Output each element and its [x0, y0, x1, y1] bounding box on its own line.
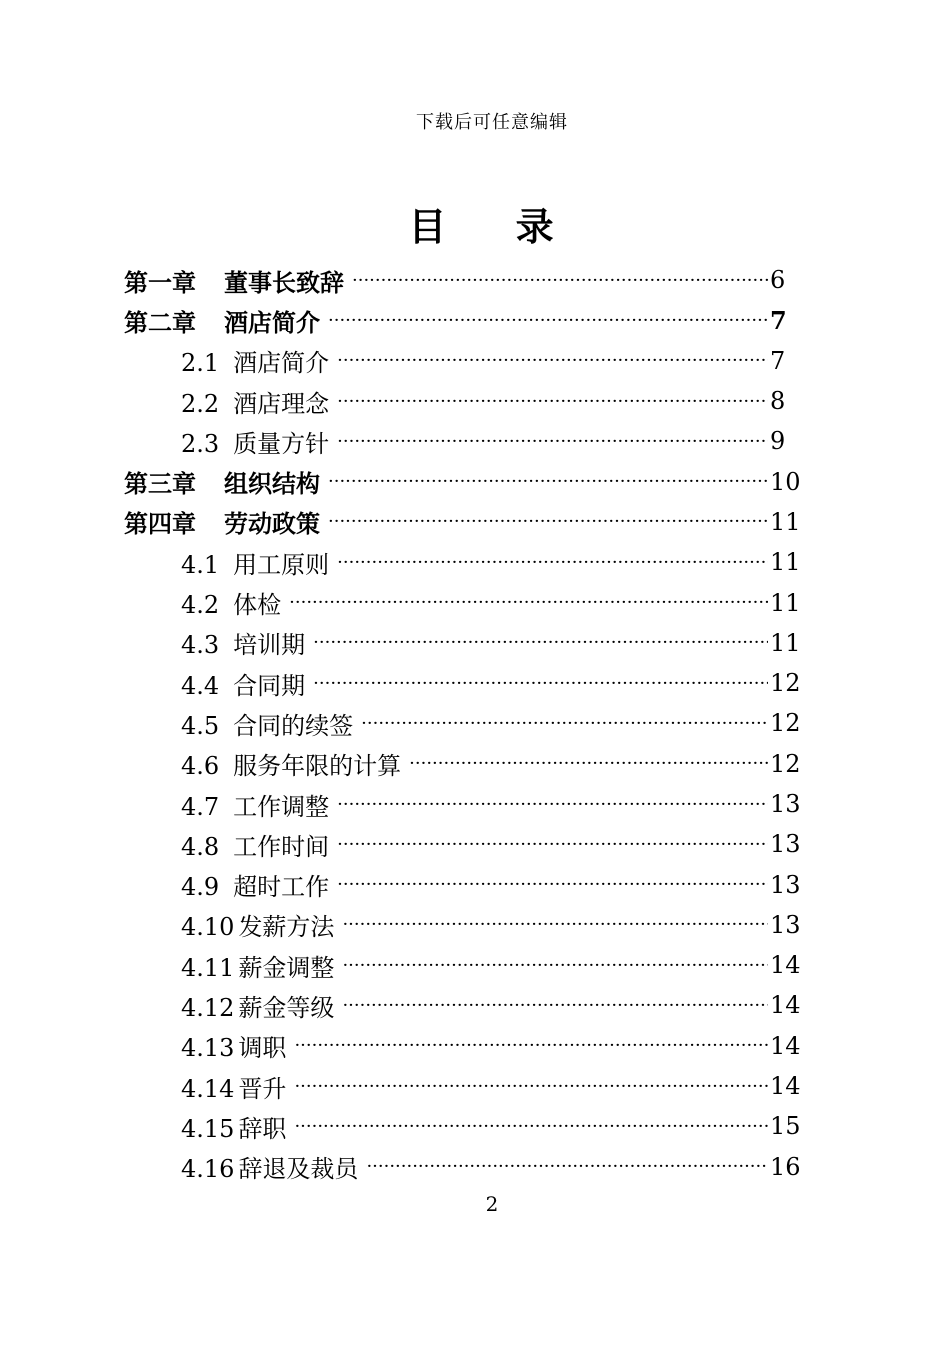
- toc-entry-title: 体检: [233, 591, 282, 620]
- toc-dot-leader: [409, 753, 768, 774]
- toc-entry-number: 第二章: [124, 307, 196, 337]
- toc-section-row[interactable]: [124, 824, 804, 864]
- toc-entry-label: [181, 787, 329, 822]
- toc-entry-label: [181, 827, 329, 862]
- toc-dot-leader: [328, 310, 768, 331]
- toc-entry-label: [181, 1149, 358, 1184]
- toc-section-row[interactable]: [124, 542, 804, 582]
- toc-entry-title: 发薪方法: [238, 913, 335, 942]
- toc-entry-title: 酒店理念: [233, 389, 330, 418]
- page-number: 2: [485, 1192, 499, 1216]
- toc-page-number: 13: [770, 830, 801, 859]
- header-note: 下载后可任意编辑: [416, 112, 568, 133]
- toc-entry-label: [181, 343, 329, 378]
- toc-section-row[interactable]: [124, 421, 804, 461]
- toc-entry-label: [181, 424, 329, 459]
- toc-dot-leader: [342, 914, 768, 935]
- toc-title: 目 录: [408, 204, 582, 249]
- toc-dot-leader: [294, 1116, 768, 1137]
- toc-dot-leader: [342, 995, 768, 1016]
- toc-chapter-row[interactable]: [124, 300, 804, 340]
- toc-section-row[interactable]: [124, 905, 804, 945]
- toc-entry-title: 合同的续签: [233, 711, 354, 740]
- toc-entry-number: 4.15: [181, 1114, 235, 1143]
- toc-dot-leader: [337, 834, 768, 855]
- toc-entry-title: 辞退及裁员: [238, 1155, 359, 1184]
- toc-section-row[interactable]: [124, 623, 804, 663]
- toc-entry-label: [181, 1069, 286, 1104]
- toc-entry-label: [124, 464, 320, 499]
- toc-dot-leader: [313, 673, 768, 694]
- toc-entry-label: [124, 504, 320, 539]
- toc-page-number: 14: [770, 1031, 801, 1060]
- toc-dot-leader: [361, 713, 768, 734]
- toc-entry-title: 工作时间: [233, 832, 330, 861]
- toc-entry-number: 4.11: [181, 953, 235, 982]
- toc-page-number: 12: [770, 709, 801, 738]
- toc-page-number: 7: [770, 346, 786, 375]
- toc-page-number: 9: [770, 427, 786, 456]
- toc-dot-leader: [337, 431, 768, 452]
- toc-entry-title: 董事长致辞: [224, 267, 344, 297]
- toc-entry-number: 第一章: [124, 267, 196, 297]
- toc-entry-number: 4.3: [181, 631, 220, 660]
- toc-entry-number: 4.5: [181, 711, 220, 740]
- toc-page-number: 16: [770, 1152, 801, 1181]
- toc-page-number: 13: [770, 910, 801, 939]
- toc-page-number: 11: [770, 548, 801, 577]
- toc-entry-title: 培训期: [233, 631, 306, 660]
- toc-entry-title: 酒店简介: [233, 349, 330, 378]
- toc-section-row[interactable]: [124, 582, 804, 622]
- toc-dot-leader: [328, 511, 768, 532]
- toc-dot-leader: [294, 1035, 768, 1056]
- toc-entry-title: 合同期: [233, 671, 306, 700]
- toc-entry-number: 4.14: [181, 1074, 235, 1103]
- toc-dot-leader: [342, 955, 768, 976]
- toc-entry-number: 2.3: [181, 429, 220, 458]
- toc-entry-title: 工作调整: [233, 792, 330, 821]
- toc-entry-title: 酒店简介: [224, 307, 320, 337]
- toc-entry-number: 第三章: [124, 469, 196, 499]
- toc-entry-title: 用工原则: [233, 550, 330, 579]
- toc-entry-number: 4.12: [181, 993, 235, 1022]
- toc-entry-number: 4.7: [181, 792, 220, 821]
- toc-dot-leader: [289, 592, 768, 613]
- toc-entry-title: 劳动政策: [224, 509, 320, 539]
- toc-dot-leader: [313, 632, 768, 653]
- toc-entry-label: [181, 706, 353, 741]
- toc-page-number: 14: [770, 1072, 801, 1101]
- toc-entry-number: 2.1: [181, 349, 220, 378]
- toc-page-number: 13: [770, 870, 801, 899]
- toc-section-row[interactable]: [124, 341, 804, 381]
- toc-entry-label: [181, 545, 329, 580]
- toc-section-row[interactable]: [124, 381, 804, 421]
- toc-entry-title: 超时工作: [233, 873, 330, 902]
- toc-entry-label: [181, 585, 281, 620]
- toc-entry-title: 晋升: [238, 1074, 287, 1103]
- toc-entry-number: 4.4: [181, 671, 220, 700]
- toc-section-row[interactable]: [124, 864, 804, 904]
- toc-chapter-row[interactable]: [124, 502, 804, 542]
- toc-entry-label: [124, 263, 344, 298]
- toc-section-row[interactable]: [124, 1147, 804, 1187]
- toc-dot-leader: [366, 1156, 768, 1177]
- toc-entry-number: 第四章: [124, 509, 196, 539]
- toc-page-number: 14: [770, 991, 801, 1020]
- toc-entry-label: [181, 1028, 286, 1063]
- toc-entry-number: 4.13: [181, 1034, 235, 1063]
- toc-page-number: 12: [770, 749, 801, 778]
- toc-entry-number: 4.2: [181, 591, 220, 620]
- toc-entry-label: [181, 907, 334, 942]
- toc-entry-label: [181, 988, 334, 1023]
- toc-section-row[interactable]: [124, 1026, 804, 1066]
- toc-dot-leader: [337, 391, 768, 412]
- toc-entry-title: 薪金调整: [238, 953, 335, 982]
- toc-entry-label: [181, 1109, 286, 1144]
- toc-entry-number: 2.2: [181, 389, 220, 418]
- toc-entry-label: [181, 867, 329, 902]
- toc-chapter-row[interactable]: [124, 461, 804, 501]
- toc-entry-title: 服务年限的计算: [233, 752, 402, 781]
- toc-entry-title: 薪金等级: [238, 993, 335, 1022]
- toc-dot-leader: [294, 1076, 768, 1097]
- toc-dot-leader: [352, 270, 768, 291]
- toc-page-number: 7: [770, 305, 787, 335]
- toc-entry-title: 调职: [238, 1034, 287, 1063]
- toc-page-number: 12: [770, 669, 801, 698]
- toc-entry-title: 辞职: [238, 1114, 287, 1143]
- toc-page-number: 11: [770, 588, 801, 617]
- toc-entry-number: 4.10: [181, 913, 235, 942]
- toc-dot-leader: [337, 552, 768, 573]
- toc-entry-number: 4.6: [181, 752, 220, 781]
- toc-entry-number: 4.16: [181, 1155, 235, 1184]
- toc-section-row[interactable]: [124, 945, 804, 985]
- toc-entry-label: [181, 746, 401, 781]
- toc-section-row[interactable]: [124, 985, 804, 1025]
- toc-page-number: 15: [770, 1112, 801, 1141]
- toc-dot-leader: [337, 794, 768, 815]
- toc-entry-title: 组织结构: [224, 469, 320, 499]
- toc-section-row[interactable]: [124, 1066, 804, 1106]
- toc-page-number: 11: [770, 628, 801, 657]
- toc-page-number: 13: [770, 790, 801, 818]
- toc-entry-number: 4.1: [181, 550, 220, 579]
- toc-page-number: 8: [770, 387, 786, 416]
- toc-entry-label: [181, 384, 329, 419]
- toc-page-number: 11: [770, 507, 801, 536]
- toc-entry-title: 质量方针: [233, 429, 330, 458]
- toc-entry-label: [181, 666, 305, 701]
- toc-entry-label: [124, 303, 320, 338]
- toc-chapter-row[interactable]: [124, 260, 804, 300]
- toc-page-number: 6: [770, 266, 786, 295]
- toc-section-row[interactable]: [124, 663, 804, 703]
- toc-section-row[interactable]: [124, 784, 804, 824]
- toc-section-row[interactable]: [124, 1106, 804, 1146]
- toc-page-number: 14: [770, 951, 801, 980]
- toc-dot-leader: [337, 350, 768, 371]
- toc-entry-label: [181, 625, 305, 660]
- toc-entry-number: 4.9: [181, 873, 220, 902]
- toc-entry-number: 4.8: [181, 832, 220, 861]
- toc-section-row[interactable]: [124, 744, 804, 784]
- table-of-contents: [124, 260, 804, 1187]
- toc-dot-leader: [328, 471, 768, 492]
- toc-section-row[interactable]: [124, 703, 804, 743]
- toc-dot-leader: [337, 874, 768, 895]
- toc-page-number: 10: [770, 467, 801, 496]
- toc-entry-label: [181, 948, 334, 983]
